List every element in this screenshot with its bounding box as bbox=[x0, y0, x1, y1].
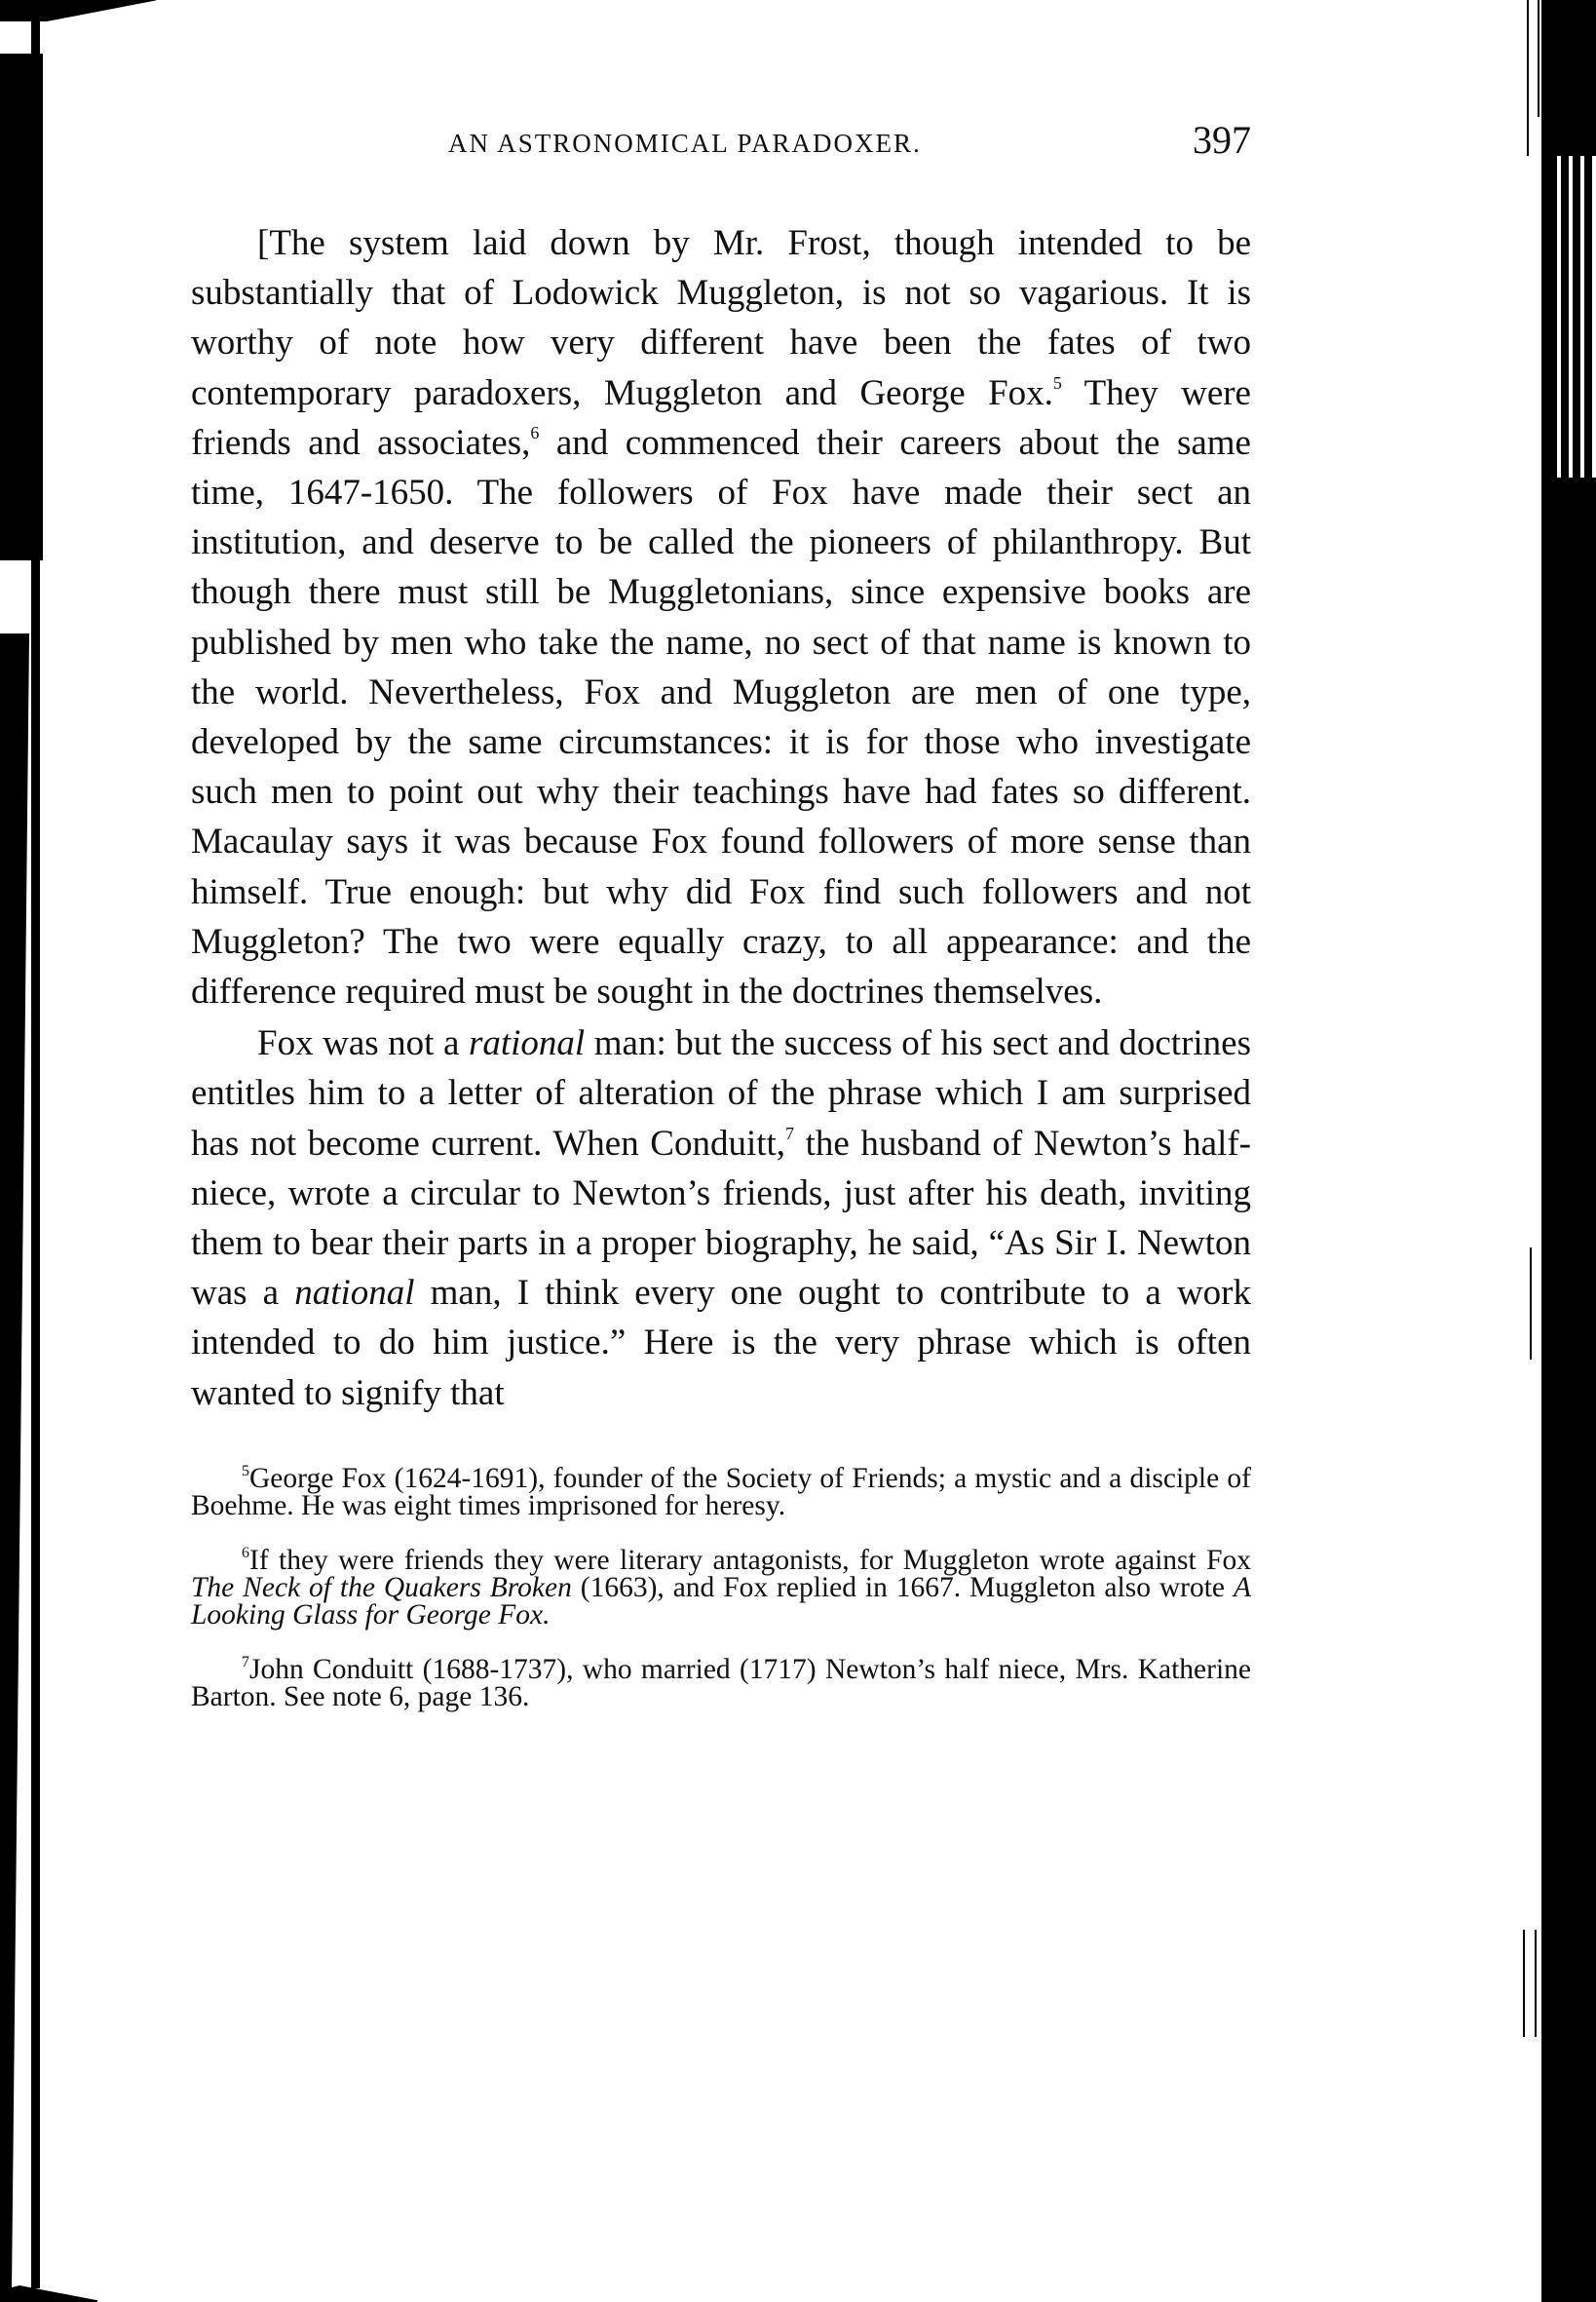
text-run: John Conduitt (1688-1737), who married (1717) Newton’s half niece, Mrs. Katherine Barton. See note 6, page 136. bbox=[191, 1653, 1251, 1712]
scan-edge-line bbox=[1530, 1247, 1532, 1360]
scan-edge-left-lower bbox=[0, 633, 29, 2290]
footnote-6 bbox=[191, 1544, 1251, 1631]
scan-edge-right-stripes bbox=[1549, 156, 1596, 478]
footnote-5 bbox=[191, 1462, 1251, 1521]
page-number: 397 bbox=[1193, 118, 1251, 162]
footnote-marker: 6 bbox=[242, 1544, 249, 1561]
italic-text: The Neck of the Quakers Broken bbox=[191, 1571, 572, 1603]
scan-edge-left-line bbox=[31, 18, 40, 2288]
text-run: (1663), and Fox replied in 1667. Muggleton also wrote bbox=[571, 1571, 1234, 1603]
footnote-reference: 6 bbox=[530, 422, 540, 442]
body-text bbox=[191, 218, 1251, 1418]
text-run: George Fox (1624-1691), founder of the Society of Friends; a mystic and a disciple of Boehme. He was eight times imprisoned for heresy. bbox=[191, 1462, 1251, 1521]
scan-edge-left-top bbox=[0, 0, 156, 21]
footnote-reference: 7 bbox=[785, 1123, 795, 1143]
running-head bbox=[191, 117, 1251, 175]
italic-text: A Looking Glass for George Fox. bbox=[191, 1571, 1251, 1631]
text-run: If they were friends they were literary antagonists, for Muggleton wrote against Fox bbox=[249, 1544, 1251, 1576]
body-paragraph bbox=[191, 1018, 1251, 1418]
footnote-marker: 5 bbox=[242, 1462, 249, 1479]
text-run: Fox was not a bbox=[257, 1023, 469, 1064]
footnote-7 bbox=[191, 1653, 1251, 1712]
scan-edge-line bbox=[1527, 0, 1529, 156]
running-title: AN ASTRONOMICAL PARADOXER. bbox=[448, 129, 922, 158]
footnotes bbox=[191, 1462, 1251, 1712]
text-run: and commenced their careers about the same time, 1647-1650. The followers of Fox have made their sect an institution, and deserve to be called the pioneers of philanthropy. But though there must still be Muggletonians, since expensive books are published by men who take the name, no sect of that name is known to the world. Nevertheless, Fox and Muggleton are men of one type, developed by the same circumstances: it is for those who investigate such men to point out why their teachings have had fates so different. Macaulay says it was because Fox found followers of more sense than himself. True enough: but why did Fox find such followers and not Muggleton? The two were equally crazy, to all appearance: and the difference required must be sought in the doctrines themselves. bbox=[191, 422, 1251, 1013]
scan-edge-line bbox=[1523, 1930, 1525, 2037]
scan-edge-line bbox=[1535, 1930, 1537, 2037]
italic-text: national bbox=[294, 1273, 415, 1314]
scan-edge-line bbox=[1538, 0, 1539, 117]
italic-text: rational bbox=[468, 1023, 586, 1064]
text-run: They were friends and associates, bbox=[191, 372, 1251, 463]
footnote-marker: 7 bbox=[242, 1653, 249, 1670]
scan-edge-left-bottom bbox=[0, 2285, 97, 2302]
body-paragraph bbox=[191, 218, 1251, 1017]
text-run: [The system laid down by Mr. Frost, though intended to be substantially that of Lodowick Muggleton, is not so vagarious. It is worthy of note how very different have been the fates of two contemporary paradoxers, Muggleton and George Fox. bbox=[191, 223, 1251, 413]
book-page bbox=[191, 117, 1251, 1738]
text-run: man: but the success of his sect and doctrines entitles him to a letter of alteration of the phrase which I am surprised has not become current. When Conduitt, bbox=[191, 1023, 1251, 1164]
text-run: the husband of Newton’s half-niece, wrote a circular to Newton’s friends, just after his death, inviting them to bear their parts in a proper biography, he said, “As Sir I. Newton was a bbox=[191, 1123, 1251, 1314]
text-run: man, I think every one ought to contribute to a work intended to do him justice.” Here is the very phrase which is often wanted to signify that bbox=[191, 1273, 1251, 1413]
footnote-reference: 5 bbox=[1052, 372, 1062, 393]
